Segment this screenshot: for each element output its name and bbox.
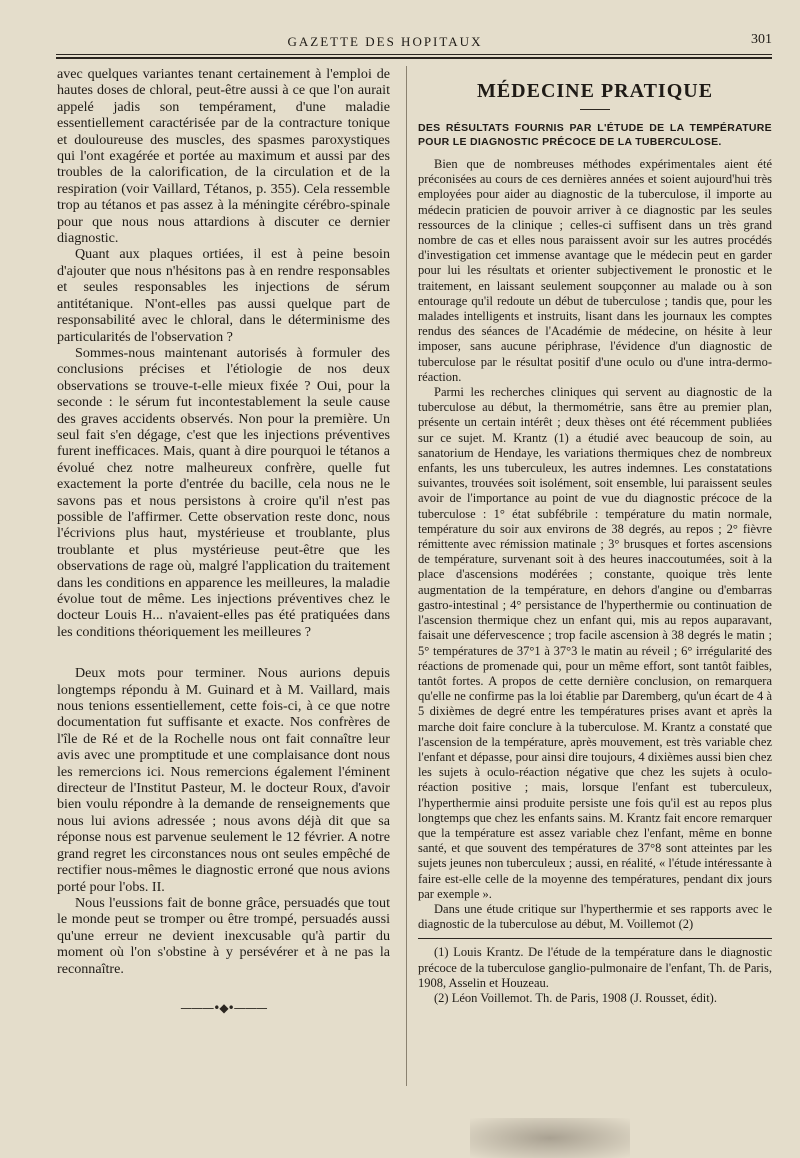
right-column: [418, 66, 772, 1006]
header-rule: [56, 54, 772, 55]
left-paragraph: Deux mots pour terminer. Nous aurions depuis longtemps répondu à M. Guinard et à M. Vaillard, mais nous tenions essentiellement, cette fois-ci, à ce que notre documentation fut suffisante et exacte. Nos confrères de l'île de Ré et de la Rochelle nous ont fait connaître leur avis avec une promptitude et une complaisance dont nous les remercions ici. Nous remercions également l'éminent directeur de l'Institut Pasteur, M. le docteur Roux, d'avoir bien voulu répondre à la demande de renseignements que nous lui avions adressée ; nous avons déjà dit que sa réponse nous est parvenue seulement le 12 février. A notre grand regret les circonstances nous ont seules empêché de rectifier nous-mêmes le diagnostic erroné que nous avions porté pour l'obs. II.: [57, 665, 390, 895]
header-rule-thick: [56, 57, 772, 59]
running-header-title: GAZETTE DES HOPITAUX: [287, 34, 483, 49]
left-paragraph: avec quelques variantes tenant certainement à l'emploi de hautes doses de chloral, peut-être aussi à ce que l'on aurait appelé jadis son tempérament, d'une maladie essentiellement caractérisée par de la contracture tonique et douloureuse des muscles, des spasmes paroxystiques qui l'ont exagérée et portée au maximum et aussi par des troubles de la calorification, de la circulation et de la respiration (voir Vaillard, Tétanos, p. 355). Cela ressemble trop au tétanos et pas assez à la méningite cérébro-spinale pour que nous nous attardions à discuter ce dernier diagnostic.: [57, 66, 390, 247]
footnote-rule: [418, 938, 772, 939]
right-paragraph: Dans une étude critique sur l'hyperthermie et ses rapports avec le diagnostic de la tuberculose au début, M. Voillemot (2): [418, 901, 772, 932]
footnote: (2) Léon Voillemot. Th. de Paris, 1908 (J. Rousset, édit).: [434, 990, 717, 1005]
page-number: 301: [751, 32, 772, 47]
left-column: [57, 66, 390, 1015]
footnote: (1) Louis Krantz. De l'étude de la température dans le diagnostic précoce de la tuberculose ganglio-pulmonaire de l'enfant, Th. de Paris, 1908, Asselin et Houzeau.: [418, 945, 772, 990]
section-title: MÉDECINE PRATIQUE: [476, 80, 714, 102]
title-rule: [580, 109, 610, 110]
column-divider: [406, 66, 407, 1086]
right-paragraph: Bien que de nombreuses méthodes expérimentales aient été préconisées au cours de ces dernières années et soient aujourd'hui très employées pour aider au diagnostic de la tuberculose, il importe au médecin praticien de pouvoir arriver à ce diagnostic par les seules ressources de la clinique ; celles-ci suffisent dans un très grand nombre de cas et elles nous paraissent avoir sur les autres procédés d'investigation cet immense avantage que le médecin peut en garder pour lui les résultats et orienter subjectivement le pronostic et le traitement, en laissant seulement soupçonner au malade ou à son entourage qu'il redoute un début de tuberculose ; tandis que, pour les malades intelligents et instruits, lisant dans les journaux les comptes rendus des séances de l'Académie de médecine, on hésite à leur imposer, sans aucune périphrase, l'évidence d'un diagnostic de tuberculose par le résultat positif d'une oculo ou d'une intra-dermo-réaction.: [418, 157, 772, 384]
left-paragraph: Sommes-nous maintenant autorisés à formuler des conclusions précises et l'étiologie de nos deux observations se trouve-t-elle mieux fixée ? Oui, pour la seconde : le sérum fut incontestablement la seule cause des graves accidents observés. Non pour la première. Un seul fait s'en dégage, c'est que les injections préventives furent inefficaces. Mais, quant à dire pourquoi le tétanos a évolué chez notre malheureux confrère, quelle fut exactement la porte d'entrée du bacille, cela nous ne le savons pas et nous persistons à croire qu'il n'est pas possible de l'affirmer. Cette observation reste donc, nous l'écrivions plus haut, mystérieuse et troublante, plus troublante et plus mystérieuse peut-être que les observations de rage où, malgré l'application du traitement dans les conditions en apparence les meilleures, la maladie évolue tout de même. Les injections préventives chez le docteur Louis H... n'avaient-elles pas été pratiquées dans les conditions théoriquement les meilleures ?: [57, 344, 390, 640]
left-paragraph: Nous l'eussions fait de bonne grâce, persuadés que tout le monde peut se tromper ou être trompé, persuadés aussi qu'une erreur ne devient inexcusable qu'à partir du moment où l'on s'obstine à y persévérer et à ne pas la reconnaître.: [57, 894, 390, 977]
paper-stain: [470, 1118, 630, 1158]
left-paragraph: Quant aux plaques ortiées, il est à peine besoin d'ajouter que nous n'hésitons pas à en rendre responsables et seules responsables les injections de sérum antitétanique. N'ont-elles pas aussi quelque part de responsabilité avec le chloral, dans le déterminisme des particularités de l'observation ?: [57, 246, 390, 345]
end-ornament: ———•◆•———: [180, 1000, 267, 1015]
right-paragraph: Parmi les recherches cliniques qui servent au diagnostic de la tuberculose au début, la thermométrie, sans être au premier plan, présente un certain intérêt ; deux thèses ont été récemment publiées sur ce sujet. M. Krantz (1) a étudié avec beaucoup de soin, au sanatorium de Hendaye, les variations thermiques chez de nombreux enfants, les uns tuberculeux, les autres indemnes. Les constatations suivantes, trouvées soit isolément, soit ensemble, lui paraissent seules avoir de l'importance au point de vue du diagnostic précoce de la tuberculose : 1° état subfébrile : température du matin normale, température du soir aux environs de 38 degrés, au repos ; 2° fièvre rémittente avec rémission matinale ; 3° brusques et fortes ascensions de température, survenant soit à des heures inaccoutumées, soit à la place d'ascensions modérées ; constante, quoique très lente augmentation de la température, en dehors d'angine ou d'embarras gastro-intestinal ; 4° persistance de l'hyperthermie ou continuation de l'ascension thermique chez un enfant qui, mis au repos auparavant, faisait une défervescence ; trop facile ascension à 38 degrés le matin ; 5° températures de 37°1 à 37°3 le matin au réveil ; 6° irrégularité des réactions de promenade qui, pour un même effort, sont tantôt faibles, tantôt fortes. A propos de cette dernière conclusion, on remarquera qu'elle ne confirme pas la loi établie par Daremberg, qu'un écart de 4 à 5 dixièmes de degré entre les températures prises avant et après la marche doit faire conclure à la tuberculose. M. Krantz a constaté que l'ascension de la température, après mouvement, est très variable chez l'enfant et dépasse, pour ainsi dire toujours, 4 dixièmes aussi bien chez les sujets à oculo-réaction négative que chez les sujets à oculo-réaction positive ; mais, lorsque l'enfant est tuberculeux, l'hyperthermie ainsi produite persiste une fois qu'il est au repos plus longtemps que chez les enfants sains. M. Krantz fait encore remarquer que la température est assez variable chez l'enfant, même en bonne santé, et que souvent des températures de 37°8 sont atteintes par les sujets jeunes non tuberculeux ; aussi, en réalité, « l'étude intéressante à faire est-elle celle de la moyenne des températures, pendant dix jours par exemple ».: [418, 385, 772, 901]
article-subheading: DES RÉSULTATS FOURNIS PAR L'ÉTUDE DE LA TEMPÉRATURE POUR LE DIAGNOSTIC PRÉCOCE DE LA TUBERCULOSE.: [418, 122, 772, 148]
